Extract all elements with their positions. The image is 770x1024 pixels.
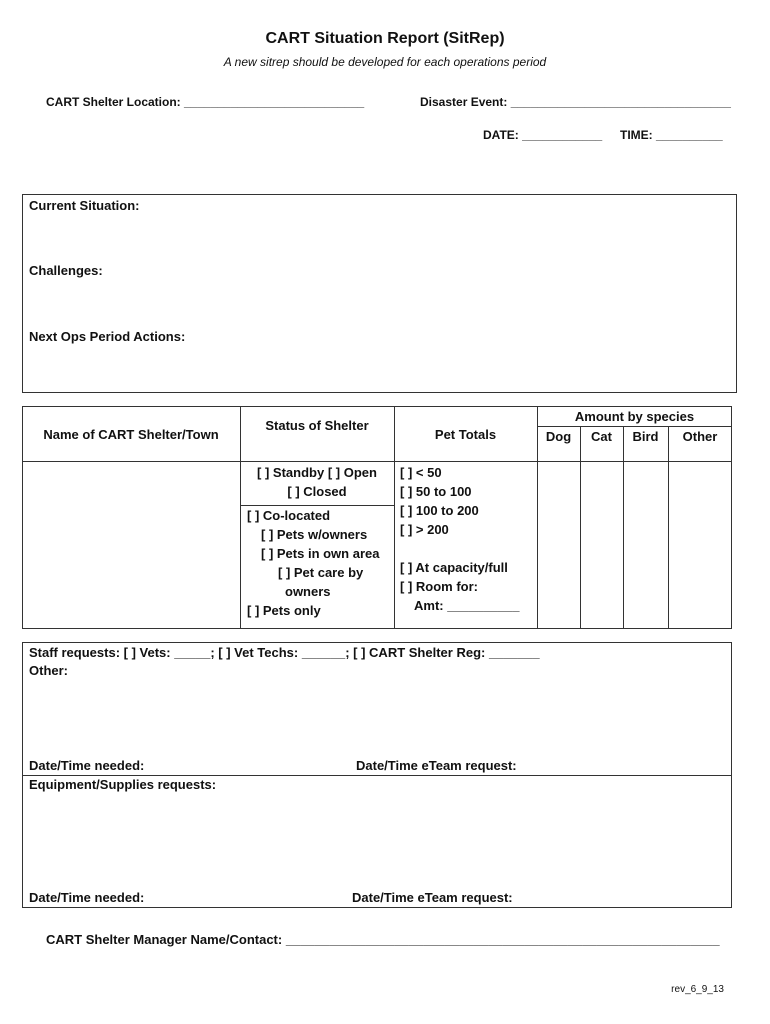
page-title: CART Situation Report (SitRep) xyxy=(265,30,505,47)
pets-at-capacity[interactable]: [ ] At capacity/full xyxy=(400,560,508,575)
equipment-eteam-request[interactable]: Date/Time eTeam request: xyxy=(352,890,513,905)
equipment-date-needed[interactable]: Date/Time needed: xyxy=(29,890,145,905)
staff-date-needed[interactable]: Date/Time needed: xyxy=(29,758,145,773)
species-dog: Dog xyxy=(545,429,572,444)
species-cat: Cat xyxy=(591,429,612,444)
situation-box[interactable] xyxy=(22,194,737,393)
time-field[interactable]: TIME: __________ xyxy=(620,128,723,142)
revision-footer: rev_6_9_13 xyxy=(671,984,724,995)
manager-contact-field[interactable]: CART Shelter Manager Name/Contact: ____________________________________________________________ xyxy=(46,932,720,947)
status-pet-care-cont: owners xyxy=(285,584,331,599)
status-colocated[interactable]: [ ] Co-located xyxy=(247,508,331,523)
table-col-divider xyxy=(668,426,669,629)
col-header-status: Status of Shelter xyxy=(265,418,369,433)
pets-100-200[interactable]: [ ] 100 to 200 xyxy=(400,503,479,518)
status-pets-only[interactable]: [ ] Pets only xyxy=(247,603,321,618)
status-closed[interactable]: [ ] Closed xyxy=(287,484,347,499)
pets-50-100[interactable]: [ ] 50 to 100 xyxy=(400,484,472,499)
col-header-amount: Amount by species xyxy=(574,409,695,424)
col-header-pets: Pet Totals xyxy=(434,427,497,442)
equipment-requests-label[interactable]: Equipment/Supplies requests: xyxy=(29,777,217,792)
table-col-divider xyxy=(580,426,581,629)
challenges-label: Challenges: xyxy=(29,263,103,278)
status-standby-open[interactable]: [ ] Standby [ ] Open xyxy=(257,465,377,480)
pets-under-50[interactable]: [ ] < 50 xyxy=(400,465,442,480)
status-pets-with-owners[interactable]: [ ] Pets w/owners xyxy=(261,527,368,542)
species-bird: Bird xyxy=(632,429,659,444)
table-col-divider xyxy=(623,426,624,629)
staff-requests-label[interactable]: Staff requests: [ ] Vets: _____; [ ] Vet Techs: ______; [ ] CART Shelter Reg: _______ xyxy=(29,645,540,660)
requests-divider xyxy=(22,775,732,776)
page-subtitle: A new sitrep should be developed for each operations period xyxy=(223,55,547,69)
table-header-divider xyxy=(22,461,732,462)
status-pets-own-area[interactable]: [ ] Pets in own area xyxy=(261,546,380,561)
status-pet-care[interactable]: [ ] Pet care by xyxy=(278,565,364,580)
table-col-divider xyxy=(240,406,241,629)
disaster-event-field[interactable]: Disaster Event: _________________________________ xyxy=(420,95,731,109)
shelter-location-field[interactable]: CART Shelter Location: ___________________________ xyxy=(46,95,365,109)
pets-over-200[interactable]: [ ] > 200 xyxy=(400,522,449,537)
pets-room-for[interactable]: [ ] Room for: xyxy=(400,579,478,594)
current-situation-label: Current Situation: xyxy=(29,198,140,213)
species-other: Other xyxy=(682,429,718,444)
staff-eteam-request[interactable]: Date/Time eTeam request: xyxy=(356,758,517,773)
col-header-name: Name of CART Shelter/Town xyxy=(43,427,219,442)
next-ops-label: Next Ops Period Actions: xyxy=(29,329,186,344)
date-field[interactable]: DATE: ____________ xyxy=(483,128,603,142)
staff-other-label[interactable]: Other: xyxy=(29,663,68,678)
pets-amount-field[interactable]: Amt: __________ xyxy=(414,598,520,613)
